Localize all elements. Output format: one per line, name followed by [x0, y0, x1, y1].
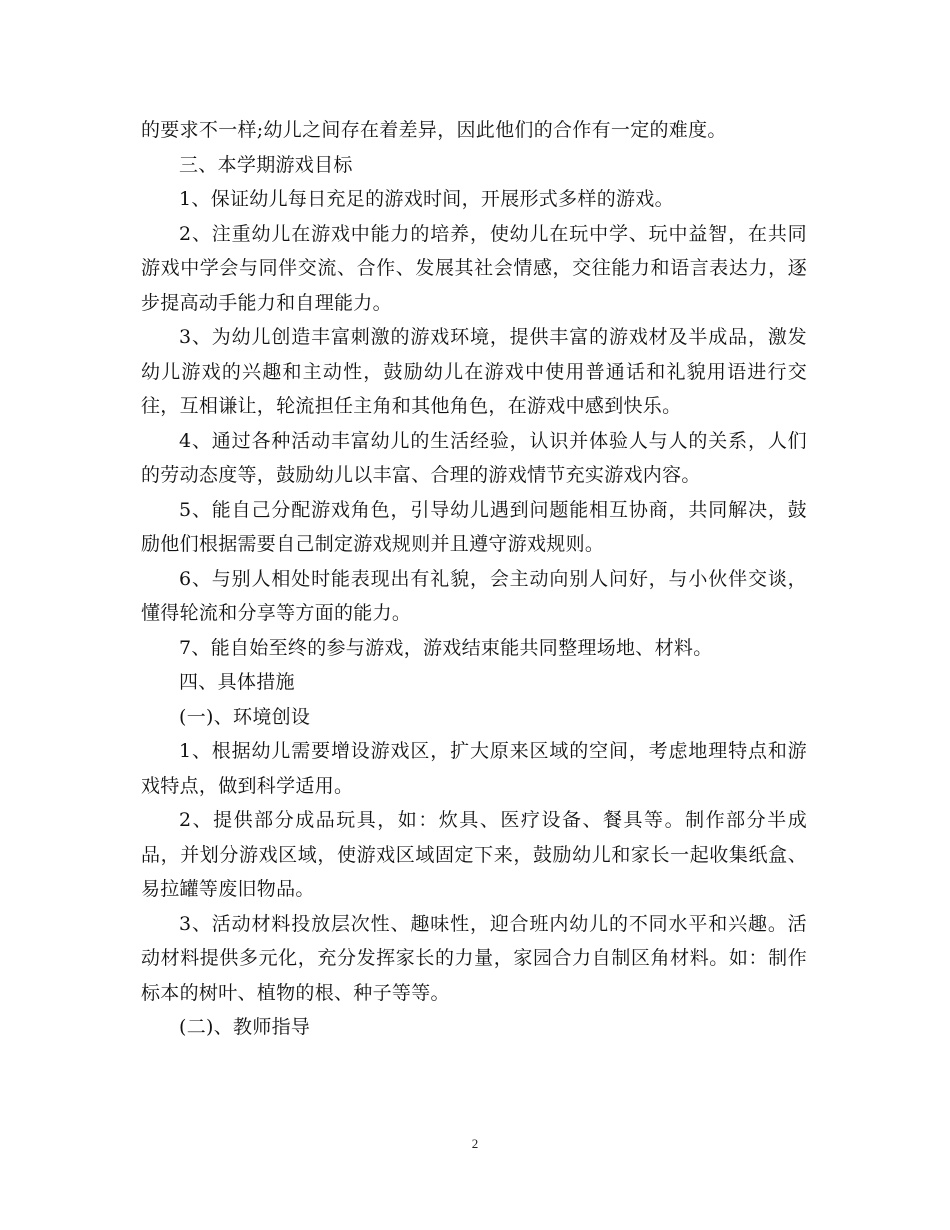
- goal-item-7: 7、能自始至终的参与游戏，游戏结束能共同整理场地、材料。: [179, 636, 713, 659]
- environment-item-2: 2、提供部分成品玩具，如：炊具、医疗设备、餐具等。制作部分半成品，并划分游戏区域，使游戏区域固定下来，鼓励幼儿和家长一起收集纸盒、易拉罐等废旧物品。: [141, 809, 807, 900]
- goal-item-2: 2、注重幼儿在游戏中能力的培养，使幼儿在玩中学、玩中益智，在共同游戏中学会与同伴交流、合作、发展其社会情感，交往能力和语言表达力，逐步提高动手能力和自理能力。: [141, 222, 807, 314]
- goal-item-3: 3、为幼儿创造丰富刺激的游戏环境，提供丰富的游戏材及半成品，激发幼儿游戏的兴趣和主动性，鼓励幼儿在游戏中使用普通话和礼貌用语进行交往，互相谦让，轮流担任主角和其他角色，在游戏中感到快乐。: [141, 326, 807, 417]
- environment-item-1: 1、根据幼儿需要增设游戏区，扩大原来区域的空间，考虑地理特点和游戏特点，做到科学适用。: [141, 740, 807, 797]
- goal-item-1: 1、保证幼儿每日充足的游戏时间，开展形式多样的游戏。: [179, 188, 674, 210]
- paragraph-continuation: 的要求不一样;幼儿之间存在着差异，因此他们的合作有一定的难度。: [141, 119, 727, 141]
- section-heading-goals: 三、本学期游戏目标: [179, 153, 353, 176]
- subsection-heading-environment: (一)、环境创设: [179, 705, 311, 728]
- environment-item-3: 3、活动材料投放层次性、趣味性，迎合班内幼儿的不同水平和兴趣。活动材料提供多元化，充分发挥家长的力量，家园合力自制区角材料。如：制作标本的树叶、植物的根、种子等等。: [141, 912, 807, 1004]
- section-heading-measures: 四、具体措施: [179, 671, 295, 693]
- goal-item-4: 4、通过各种活动丰富幼儿的生活经验，认识并体验人与人的关系，人们的劳动态度等，鼓励幼儿以丰富、合理的游戏情节充实游戏内容。: [141, 429, 807, 486]
- document-body: [141, 113, 807, 1045]
- page-number: 2: [471, 1136, 479, 1151]
- subsection-heading-teacher-guidance: (二)、教师指导: [179, 1016, 311, 1038]
- goal-item-5: 5、能自己分配游戏角色，引导幼儿遇到问题能相互协商，共同解决，鼓励他们根据需要自己制定游戏规则并且遵守游戏规则。: [141, 498, 807, 555]
- goal-item-6: 6、与别人相处时能表现出有礼貌，会主动向别人问好，与小伙伴交谈，懂得轮流和分享等方面的能力。: [141, 567, 807, 624]
